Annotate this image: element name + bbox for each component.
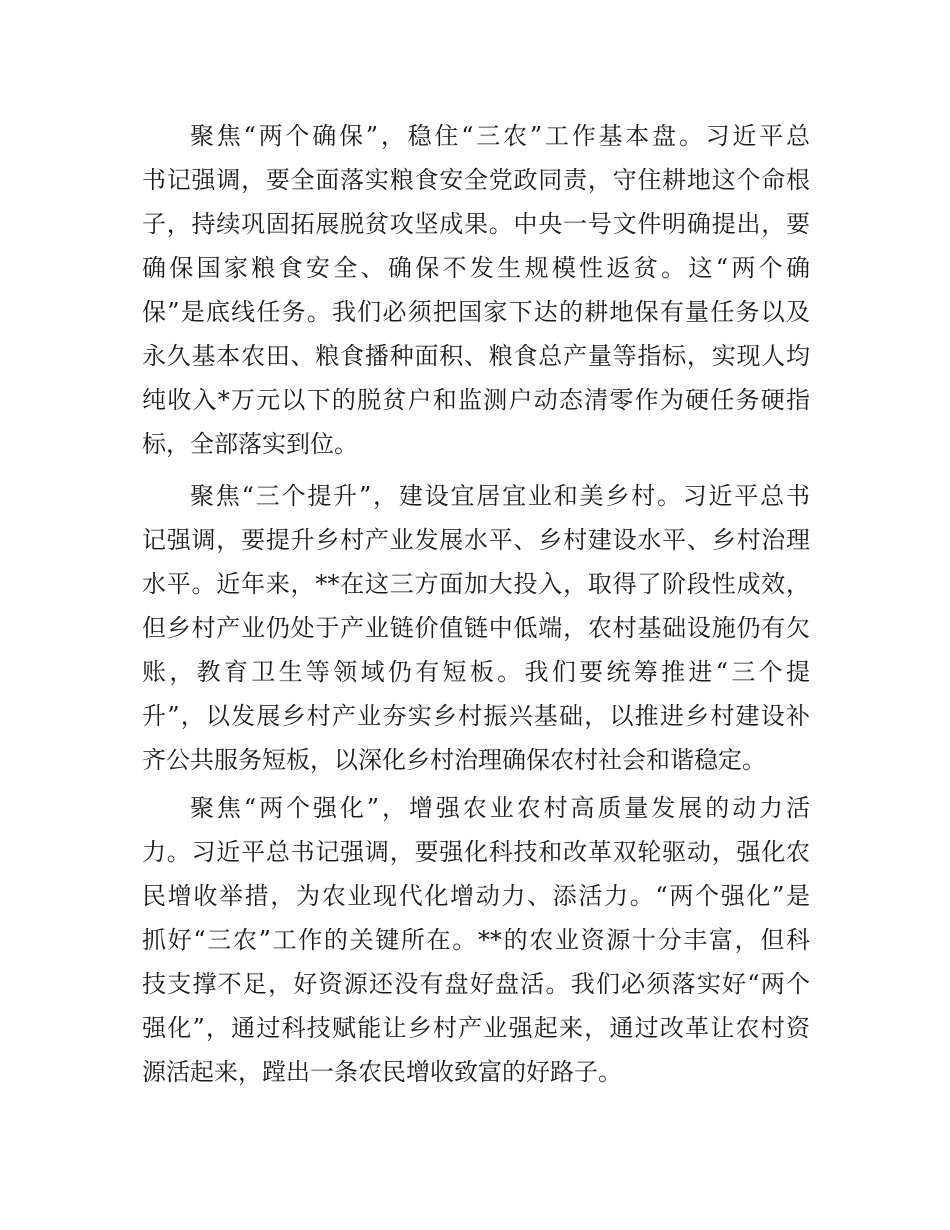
text-line: 水平。近年来，**在这三方面加大投入，取得了阶段性成效， [142, 570, 810, 598]
text-line: 纯收入*万元以下的脱贫户和监测户动态清零作为硬任务硬指 [142, 386, 810, 414]
text-line: 升”，以发展乡村产业夯实乡村振兴基础，以推进乡村建设补 [142, 702, 810, 730]
text-line: 抓好“三农”工作的关键所在。**的农业资源十分丰富，但科 [142, 926, 810, 954]
text-line: 子，持续巩固拓展脱贫攻坚成果。中央一号文件明确提出，要 [142, 210, 810, 238]
paragraph-two-guarantees [142, 114, 810, 466]
text-line: 聚焦“两个确保”，稳住“三农”工作基本盘。习近平总 [190, 122, 810, 150]
text-line: 聚焦“三个提升”，建设宜居宜业和美乡村。习近平总书 [190, 482, 810, 510]
text-line: 但乡村产业仍处于产业链价值链中低端，农村基础设施仍有欠 [142, 614, 810, 642]
text-line: 源活起来，蹚出一条农民增收致富的好路子。 [142, 1058, 622, 1086]
text-line: 账，教育卫生等领域仍有短板。我们要统筹推进“三个提 [142, 658, 810, 686]
text-line: 民增收举措，为农业现代化增动力、添活力。“两个强化”是 [142, 882, 810, 910]
text-line: 确保国家粮食安全、确保不发生规模性返贫。这“两个确 [142, 254, 810, 282]
text-line: 聚焦“两个强化”，增强农业农村高质量发展的动力活 [190, 794, 810, 822]
text-line: 强化”，通过科技赋能让乡村产业强起来，通过改革让农村资 [142, 1014, 810, 1042]
text-line: 永久基本农田、粮食播种面积、粮食总产量等指标，实现人均 [142, 342, 810, 370]
text-line: 记强调，要提升乡村产业发展水平、乡村建设水平、乡村治理 [142, 526, 810, 554]
paragraph-three-improvements [142, 474, 810, 782]
text-line: 书记强调，要全面落实粮食安全党政同责，守住耕地这个命根 [142, 166, 810, 194]
text-line: 技支撑不足，好资源还没有盘好盘活。我们必须落实好“两个 [142, 970, 810, 998]
text-line: 力。习近平总书记强调，要强化科技和改革双轮驱动，强化农 [142, 838, 810, 866]
text-line: 齐公共服务短板，以深化乡村治理确保农村社会和谐稳定。 [142, 746, 766, 774]
text-line: 标，全部落实到位。 [142, 430, 358, 458]
text-line: 保”是底线任务。我们必须把国家下达的耕地保有量任务以及 [142, 298, 810, 326]
paragraph-two-strengthenings [142, 786, 810, 1094]
